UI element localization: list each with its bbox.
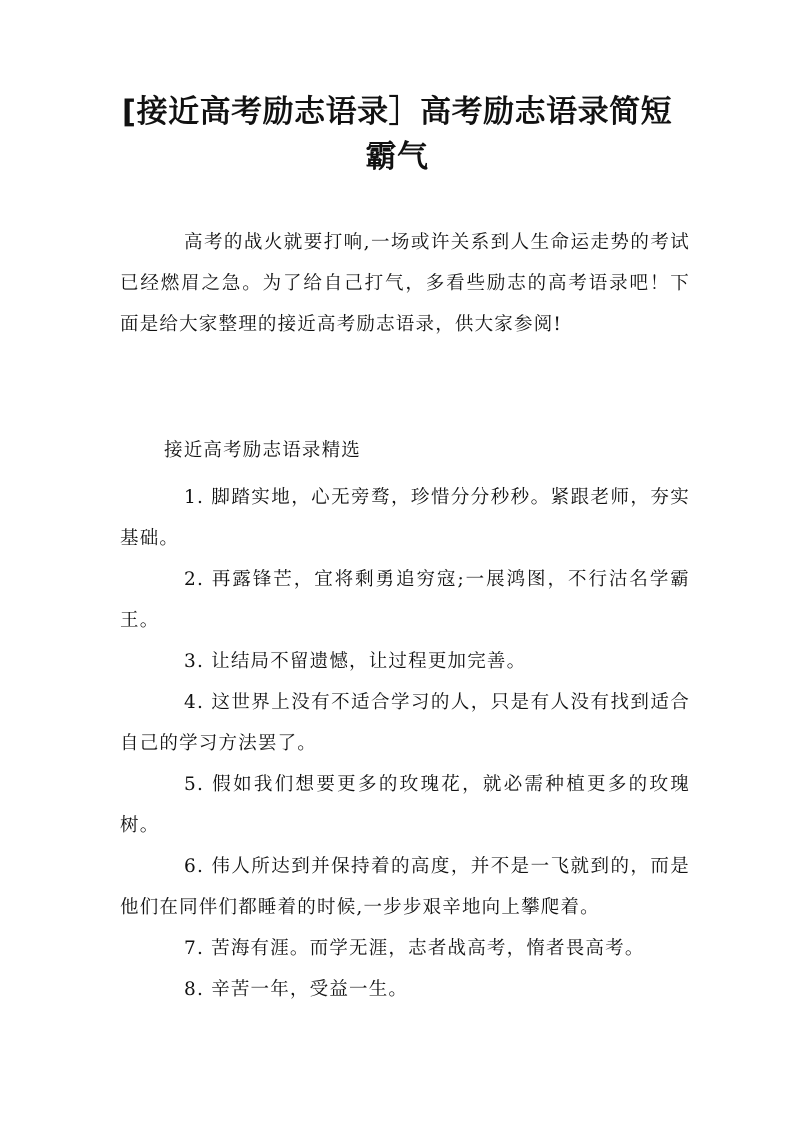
quote-item: 4. 这世界上没有不适合学习的人，只是有人没有找到适合自己的学习方法罢了。 bbox=[120, 692, 690, 754]
document-title: [接近高考励志语录］高考励志语录简短霸气 bbox=[121, 94, 673, 175]
quote-item: 5. 假如我们想要更多的玫瑰花，就必需种植更多的玫瑰树。 bbox=[120, 774, 690, 836]
quote-item: 3. 让结局不留遗憾，让过程更加完善。 bbox=[184, 651, 527, 672]
quote-item: 2. 再露锋芒，宜将剩勇追穷寇;一展鸿图，不行沽名学霸王。 bbox=[120, 569, 690, 631]
quote-list bbox=[120, 477, 690, 1010]
quote-item: 7. 苦海有涯。而学无涯，志者战高考，惰者畏高考。 bbox=[184, 938, 645, 959]
intro-paragraph: 高考的战火就要打响,一场或许关系到人生命运走势的考试已经燃眉之急。为了给自己打气，多看些励志的高考语录吧！下面是给大家整理的接近高考励志语录，供大家参阅! bbox=[120, 232, 690, 335]
quote-item: 6. 伟人所达到并保持着的高度，并不是一飞就到的，而是他们在同伴们都睡着的时候,一步步艰辛地向上攀爬着。 bbox=[120, 856, 690, 918]
quote-item: 1. 脚踏实地，心无旁骛，珍惜分分秒秒。紧跟老师，夯实基础。 bbox=[120, 487, 690, 549]
section-heading: 接近高考励志语录精选 bbox=[164, 440, 362, 461]
quote-item: 8. 辛苦一年，受益一生。 bbox=[184, 979, 409, 1000]
